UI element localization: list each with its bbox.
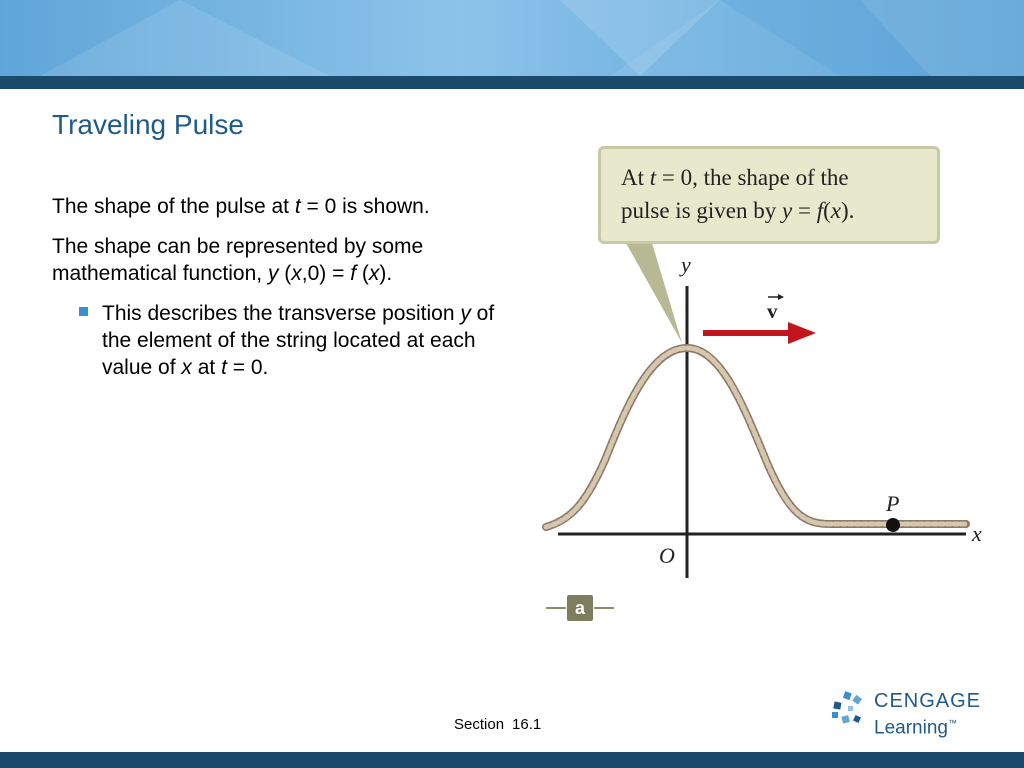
point-p	[886, 518, 900, 532]
paragraph-function: The shape can be represented by some mathematical function, y (x,0) = f (x).	[52, 235, 424, 285]
y-axis-label: y	[681, 252, 691, 277]
point-p-label: P	[886, 491, 900, 516]
footer-band	[0, 752, 1024, 768]
paragraph-pulse-shape: The shape of the pulse at t = 0 is shown.	[52, 195, 430, 218]
cengage-logo-text: CENGAGE Learning™	[874, 690, 982, 739]
slide-title: Traveling Pulse	[52, 109, 244, 140]
panel-badge-label: a	[574, 598, 586, 618]
x-axis-label: x	[972, 521, 982, 546]
header-banner	[0, 0, 1024, 76]
vector-overarrow-head	[778, 294, 784, 300]
velocity-label: v	[767, 299, 778, 323]
slide-body	[52, 193, 522, 381]
origin-label: O	[659, 543, 675, 568]
banner-decoration	[0, 0, 1024, 76]
section-label: Section	[454, 716, 505, 733]
bullet-square-icon	[79, 307, 88, 316]
header-band	[0, 76, 1024, 89]
callout-pointer	[626, 243, 682, 343]
callout-line-1: At t = 0, the shape of the	[621, 165, 849, 190]
callout-line-2: pulse is given by y = f(x).	[621, 198, 855, 223]
slide-footer	[454, 716, 549, 733]
bullet-item: This describes the transverse position y of the element of the string located at each value of x at t = 0.	[52, 300, 522, 381]
pulse-rope	[546, 348, 966, 527]
section-number: 16.1	[512, 716, 542, 733]
callout-box	[598, 146, 940, 244]
cengage-logo-icon	[830, 690, 870, 730]
velocity-arrow-icon	[788, 322, 816, 344]
